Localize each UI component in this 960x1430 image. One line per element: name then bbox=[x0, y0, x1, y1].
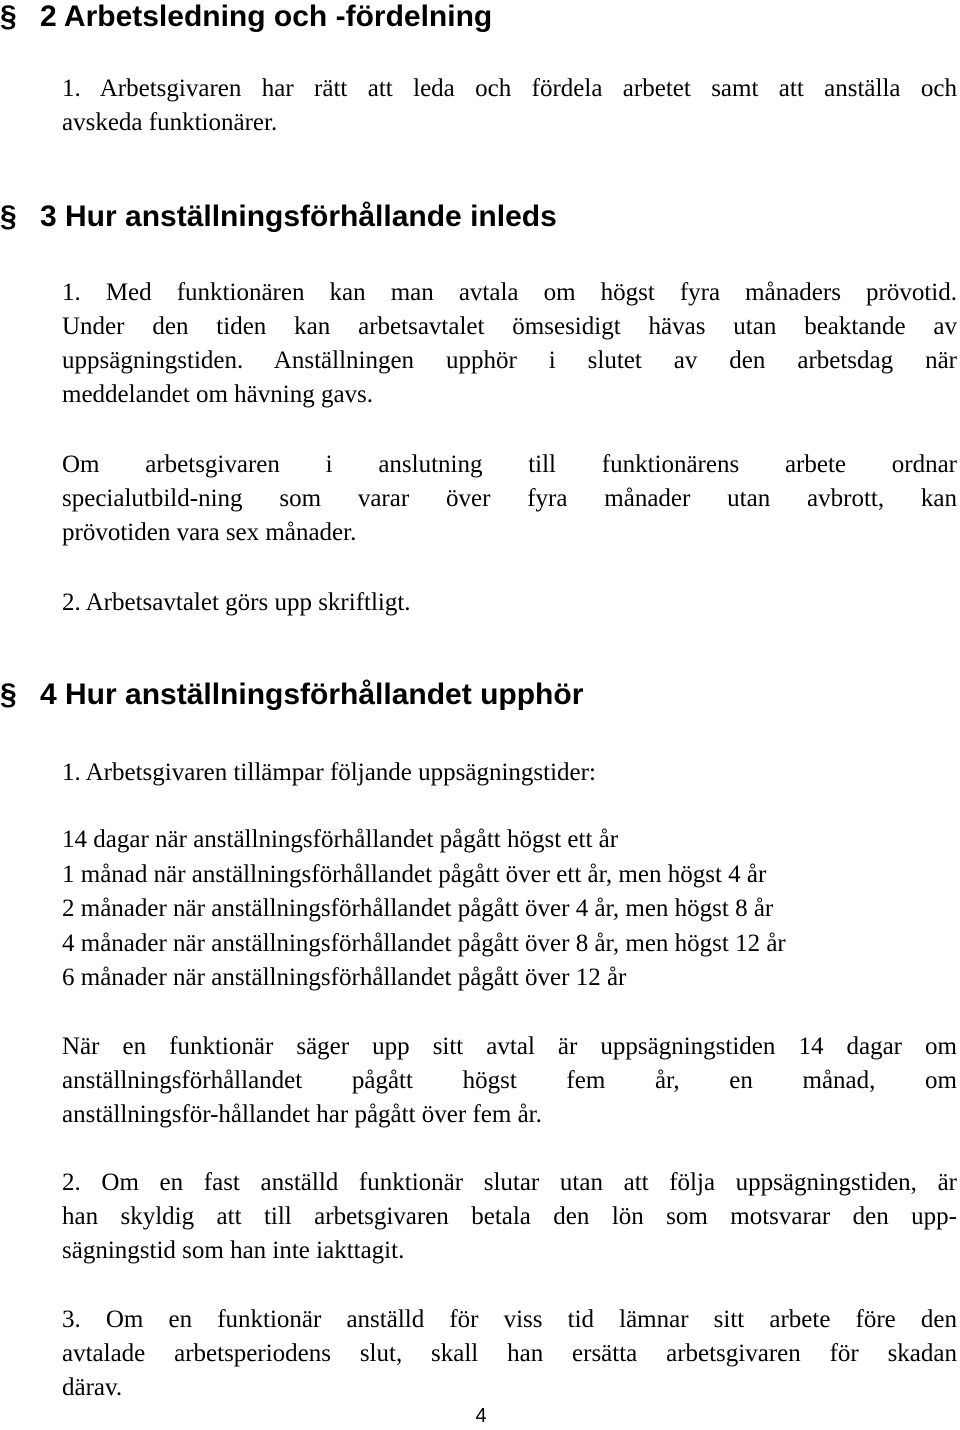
section-heading-3 bbox=[0, 200, 557, 234]
text-line: uppsägningstiden. Anställningen upphör i slutet av den arbetsdag när bbox=[62, 347, 957, 374]
section-symbol: § bbox=[0, 200, 17, 233]
section-title: 4 Hur anställningsförhållandet upphör bbox=[40, 678, 584, 711]
list-item: 2 månader när anställningsförhållandet pågått över 4 år, men högst 8 år bbox=[62, 895, 774, 922]
list-item: 14 dagar när anställningsförhållandet pågått högst ett år bbox=[62, 826, 619, 853]
text-line: anställningsför-hållandet har pågått över fem år. bbox=[62, 1101, 542, 1128]
text-line: 2. Om en fast anställd funktionär slutar utan att följa uppsägningstiden, är bbox=[62, 1169, 957, 1196]
list-item: 1 månad när anställningsförhållandet pågått över ett år, men högst 4 år bbox=[62, 860, 767, 888]
text-line: 1. Arbetsgivaren har rätt att leda och fördela arbetet samt att anställa och bbox=[62, 75, 957, 102]
text-line: avskeda funktionärer. bbox=[62, 109, 278, 136]
text-line: 2. Arbetsavtalet görs upp skriftligt. bbox=[62, 589, 411, 616]
text-line: specialutbild-ning som varar över fyra månader utan avbrott, kan bbox=[62, 485, 957, 512]
section-title: 3 Hur anställningsförhållande inleds bbox=[40, 200, 557, 233]
list-item: 4 månader när anställningsförhållandet pågått över 8 år, men högst 12 år bbox=[62, 929, 786, 957]
text-line: 1. Arbetsgivaren tillämpar följande uppsägningstider: bbox=[62, 759, 596, 786]
paragraph bbox=[62, 72, 957, 140]
paragraph bbox=[62, 1303, 957, 1405]
text-line: avtalade arbetsperiodens slut, skall han ersätta arbetsgivaren för skadan bbox=[62, 1340, 957, 1367]
section-symbol: § bbox=[0, 678, 17, 711]
notice-period-list bbox=[62, 823, 957, 996]
paragraph bbox=[62, 276, 957, 412]
paragraph bbox=[62, 756, 957, 790]
text-line: När en funktionär säger upp sitt avtal är uppsägningstiden 14 dagar om bbox=[62, 1033, 957, 1060]
text-line: anställningsförhållandet pågått högst fem år, en månad, om bbox=[62, 1067, 957, 1094]
page-number: 4 bbox=[475, 1405, 487, 1427]
section-title: 2 Arbetsledning och -fördelning bbox=[40, 0, 493, 33]
section-symbol: § bbox=[0, 0, 17, 33]
paragraph bbox=[62, 1166, 957, 1268]
text-line: prövotiden vara sex månader. bbox=[62, 519, 357, 546]
section-heading-4 bbox=[0, 678, 583, 712]
text-line: Under den tiden kan arbetsavtalet ömsesidigt hävas utan beaktande av bbox=[62, 313, 957, 340]
text-line: Om arbetsgivaren i anslutning till funktionärens arbete ordnar bbox=[62, 451, 957, 478]
text-line: 1. Med funktionären kan man avtala om högst fyra månaders prövotid. bbox=[62, 279, 957, 306]
list-item: 6 månader när anställningsförhållandet pågått över 12 år bbox=[62, 964, 627, 991]
section-heading-2 bbox=[0, 0, 492, 34]
text-line: 3. Om en funktionär anställd för viss tid lämnar sitt arbete före den bbox=[62, 1306, 957, 1333]
text-line: han skyldig att till arbetsgivaren betala den lön som motsvarar den upp- bbox=[62, 1203, 957, 1230]
paragraph bbox=[62, 1030, 957, 1132]
paragraph bbox=[62, 448, 957, 550]
text-line: därav. bbox=[62, 1374, 123, 1401]
text-line: sägningstid som han inte iakttagit. bbox=[62, 1237, 405, 1264]
text-line: meddelandet om hävning gavs. bbox=[62, 381, 374, 408]
paragraph bbox=[62, 586, 957, 620]
